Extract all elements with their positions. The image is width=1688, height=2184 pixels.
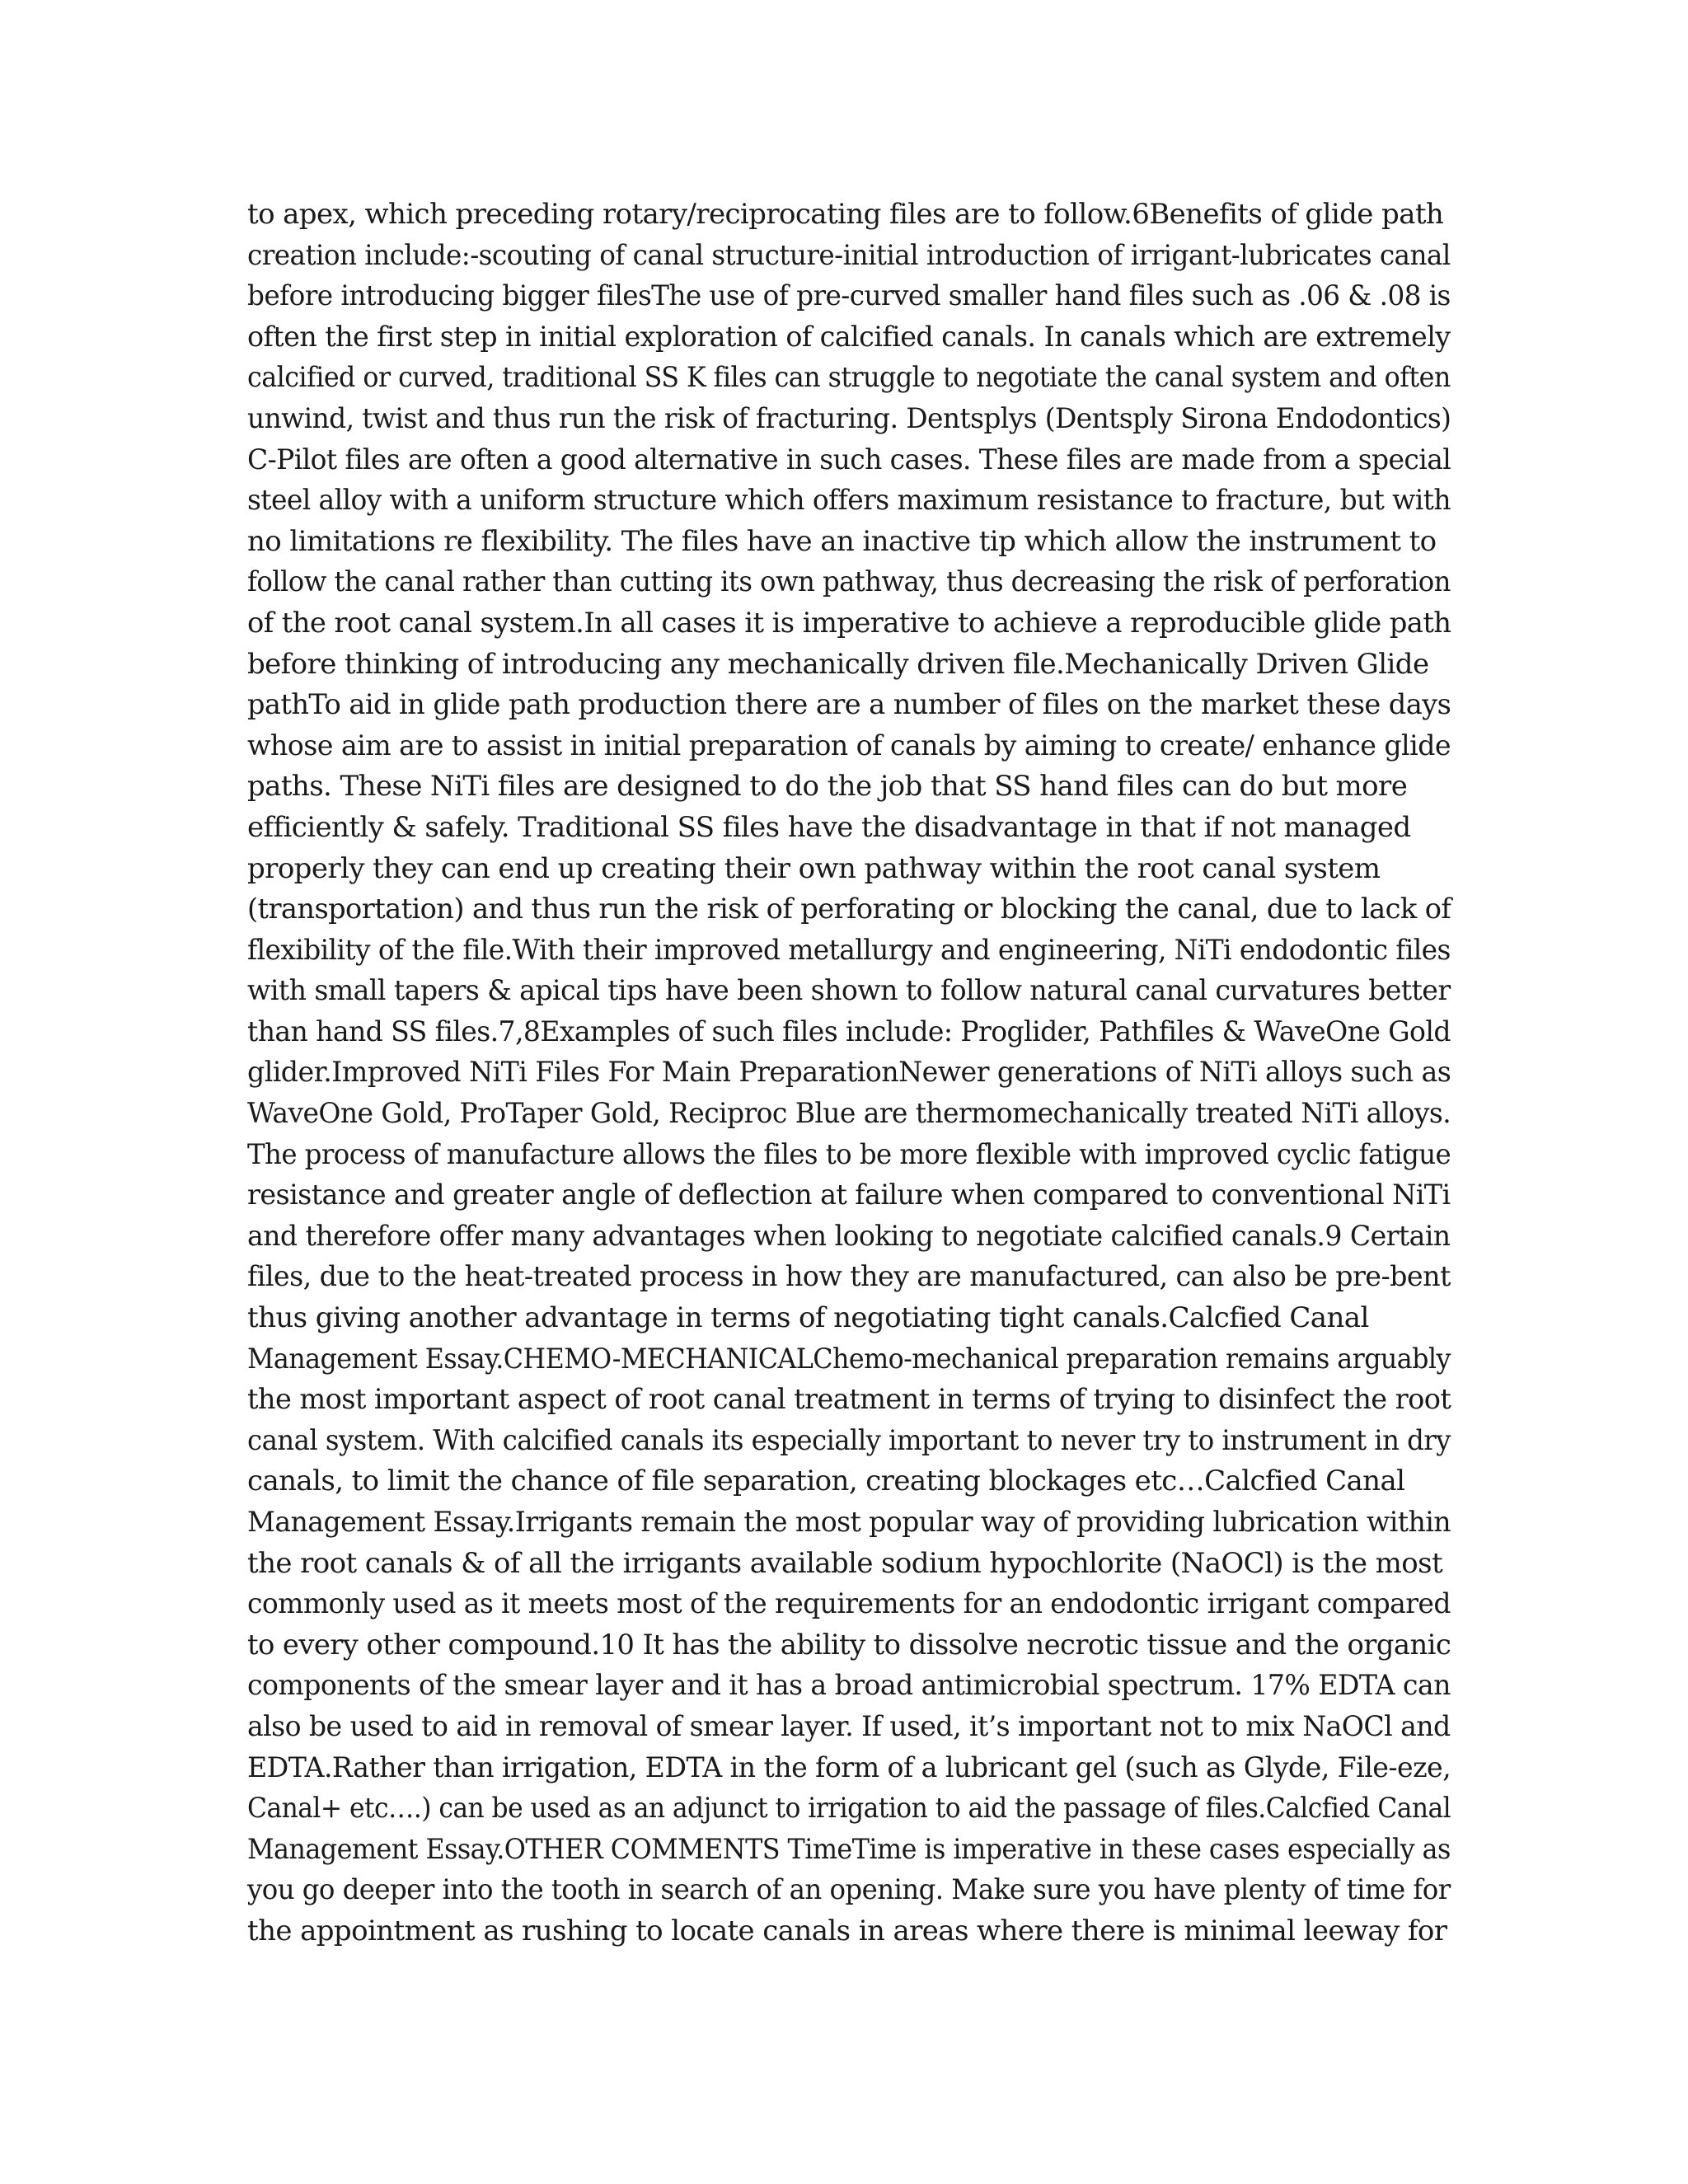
text-line: (transportation) and thus run the risk of perforating or blocking the canal, due to lack of bbox=[247, 893, 1451, 926]
text-line: the root canals & of all the irrigants available sodium hypochlorite (NaOCl) is the most bbox=[247, 1546, 1443, 1580]
text-line: WaveOne Gold, ProTaper Gold, Reciproc Blue are thermomechanically treated NiTi alloys. bbox=[247, 1097, 1451, 1131]
text-line: with small tapers & apical tips have been shown to follow natural canal curvatures better bbox=[247, 974, 1451, 1008]
text-line: steel alloy with a uniform structure which offers maximum resistance to fracture, but with bbox=[247, 484, 1451, 518]
text-line: unwind, twist and thus run the risk of fracturing. Dentsplys (Dentsply Sirona Endodontics) bbox=[247, 401, 1451, 435]
text-line: creation include:-scouting of canal structure-initial introduction of irrigant-lubricates canal bbox=[247, 238, 1451, 272]
text-line: the appointment as rushing to locate canals in areas where there is minimal leeway for bbox=[247, 1914, 1447, 1947]
text-line: resistance and greater angle of deflection at failure when compared to conventional NiTi bbox=[247, 1179, 1451, 1212]
text-line: thus giving another advantage in terms of negotiating tight canals.Calcfied Canal bbox=[247, 1301, 1369, 1335]
text-line: of the root canal system.In all cases it is imperative to achieve a reproducible glide path bbox=[247, 606, 1451, 640]
text-line: glider.Improved NiTi Files For Main PreparationNewer generations of NiTi alloys such as bbox=[247, 1056, 1451, 1090]
text-line: and therefore offer many advantages when looking to negotiate calcified canals.9 Certain bbox=[247, 1219, 1451, 1253]
text-line: you go deeper into the tooth in search of an opening. Make sure you have plenty of time for bbox=[247, 1873, 1451, 1907]
text-line: before introducing bigger filesThe use of pre-curved smaller hand files such as .06 & .08 is bbox=[247, 279, 1451, 313]
text-line: paths. These NiTi files are designed to do the job that SS hand files can do but more bbox=[247, 770, 1408, 804]
text-line: The process of manufacture allows the files to be more flexible with improved cyclic fatigue bbox=[247, 1137, 1451, 1171]
text-line: canals, to limit the chance of file separation, creating blockages etc…Calcfied Canal bbox=[247, 1465, 1405, 1498]
text-line: no limitations re flexibility. The files have an inactive tip which allow the instrument to bbox=[247, 524, 1437, 558]
text-line: files, due to the heat-treated process in how they are manufactured, can also be pre-bent bbox=[247, 1260, 1451, 1294]
text-line: properly they can end up creating their own pathway within the root canal system bbox=[247, 851, 1381, 885]
text-line: EDTA.Rather than irrigation, EDTA in the form of a lubricant gel (such as Glyde, File-eze, bbox=[247, 1750, 1451, 1784]
text-line: before thinking of introducing any mechanically driven file.Mechanically Driven Glide bbox=[247, 647, 1429, 681]
text-line: often the first step in initial exploration of calcified canals. In canals which are extremely bbox=[247, 320, 1451, 354]
text-line: the most important aspect of root canal treatment in terms of trying to disinfect the root bbox=[247, 1383, 1451, 1417]
text-line: efficiently & safely. Traditional SS files have the disadvantage in that if not managed bbox=[247, 810, 1411, 844]
text-line: calcified or curved, traditional SS K files can struggle to negotiate the canal system and often bbox=[247, 361, 1451, 395]
text-line: Management Essay.OTHER COMMENTS TimeTime is imperative in these cases especially as bbox=[247, 1832, 1451, 1866]
text-line: also be used to aid in removal of smear layer. If used, it’s important not to mix NaOCl and bbox=[247, 1709, 1451, 1743]
text-line: to apex, which preceding rotary/reciprocating files are to follow.6Benefits of glide path bbox=[247, 198, 1444, 231]
text-line: than hand SS files.7,8Examples of such files include: Proglider, Pathfiles & WaveOne Gold bbox=[247, 1015, 1451, 1048]
text-line: components of the smear layer and it has a broad antimicrobial spectrum. 17% EDTA can bbox=[247, 1669, 1451, 1703]
text-line: follow the canal rather than cutting its own pathway, thus decreasing the risk of perforation bbox=[247, 565, 1451, 599]
text-line: flexibility of the file.With their improved metallurgy and engineering, NiTi endodontic files bbox=[247, 933, 1451, 967]
text-line: Management Essay.CHEMO-MECHANICALChemo-mechanical preparation remains arguably bbox=[247, 1342, 1451, 1376]
body-text bbox=[247, 194, 1451, 1952]
text-line: Canal+ etc….) can be used as an adjunct to irrigation to aid the passage of files.Calcfied Canal bbox=[247, 1792, 1451, 1825]
text-line: commonly used as it meets most of the requirements for an endodontic irrigant compared bbox=[247, 1587, 1451, 1621]
text-line: whose aim are to assist in initial preparation of canals by aiming to create/ enhance glide bbox=[247, 729, 1451, 762]
text-line: C-Pilot files are often a good alternative in such cases. These files are made from a special bbox=[247, 443, 1451, 476]
text-line: Management Essay.Irrigants remain the most popular way of providing lubrication within bbox=[247, 1506, 1451, 1539]
text-line: canal system. With calcified canals its especially important to never try to instrument in dry bbox=[247, 1423, 1451, 1457]
text-line: to every other compound.10 It has the ability to dissolve necrotic tissue and the organic bbox=[247, 1628, 1451, 1661]
text-line: pathTo aid in glide path production there are a number of files on the market these days bbox=[247, 688, 1451, 722]
